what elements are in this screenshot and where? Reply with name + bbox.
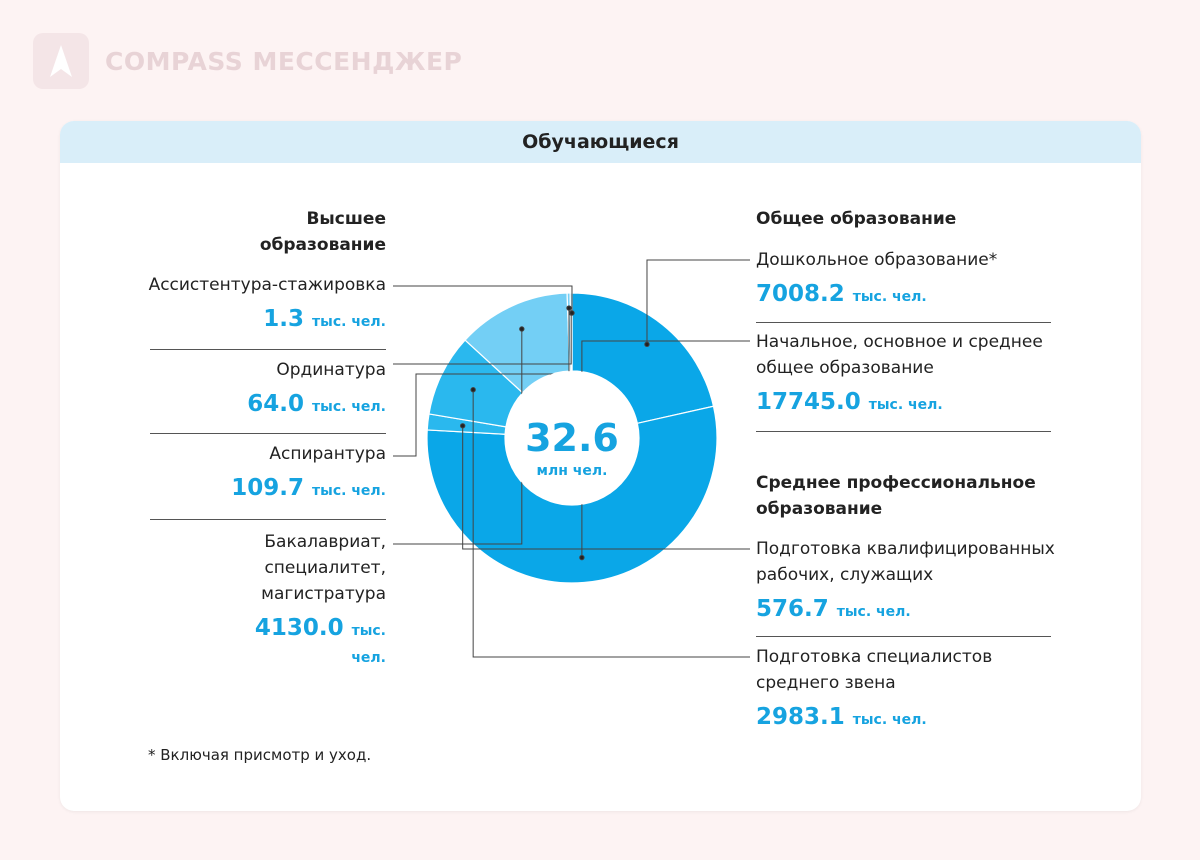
unit-label: тыс. чел. xyxy=(312,399,386,415)
data-label: 64.0 xyxy=(247,391,305,417)
slice-label: Подготовка квалифицированных рабочих, служащих xyxy=(756,539,1055,585)
leader-general-school-dot xyxy=(580,555,584,559)
data-label: 1.3 xyxy=(263,306,305,332)
leader-postgraduate-dot xyxy=(567,306,571,310)
group-heading-higher xyxy=(236,206,386,258)
data-label: 109.7 xyxy=(231,475,305,501)
slice-label: Ассистентура-стажировка xyxy=(148,275,386,295)
group-heading-vocational-text: Среднее профессиональное образование xyxy=(756,473,1036,519)
data-label: 17745.0 xyxy=(756,389,861,415)
compass-logo-icon xyxy=(33,33,89,89)
unit-label: тыс. чел. xyxy=(852,289,927,305)
data-label: 576.7 xyxy=(756,596,829,622)
unit-label: тыс. чел. xyxy=(852,712,927,728)
label-workers xyxy=(756,536,1066,625)
chart-title: Обучающиеся xyxy=(522,131,679,153)
divider xyxy=(150,519,386,520)
divider xyxy=(150,349,386,350)
group-heading-general xyxy=(756,206,956,232)
label-assistantship xyxy=(86,272,386,335)
slice-label: Аспирантура xyxy=(269,444,386,464)
slice-label: Дошкольное образование* xyxy=(756,250,998,270)
label-mid-specialists xyxy=(756,644,1016,733)
slice-label: Бакалавриат, специалитет, магистратура xyxy=(261,532,386,604)
unit-label: тыс. чел. xyxy=(312,483,386,499)
total-unit: млн чел. xyxy=(536,463,608,479)
leader-workers-dot xyxy=(460,424,464,428)
slice-label: Начальное, основное и среднее общее образование xyxy=(756,332,1043,378)
label-general-school xyxy=(756,329,1056,418)
unit-label: тыс. чел. xyxy=(836,604,911,620)
divider xyxy=(756,322,1051,323)
unit-label: тыс. чел. xyxy=(868,397,943,413)
data-label: 4130.0 xyxy=(254,615,344,641)
group-heading-general-text: Общее образование xyxy=(756,209,957,229)
total-value: 32.6 xyxy=(525,416,619,460)
brand-logo xyxy=(33,33,462,89)
chart-card xyxy=(60,121,1141,811)
leader-assistantship-dot xyxy=(570,311,574,315)
data-label: 2983.1 xyxy=(756,704,845,730)
brand-name: COMPASS МЕССЕНДЖЕР xyxy=(105,46,463,76)
footnote: * Включая присмотр и уход. xyxy=(148,746,372,764)
group-heading-vocational xyxy=(756,470,1046,522)
leader-preschool-dot xyxy=(645,342,649,346)
slice-label: Подготовка специалистов среднего звена xyxy=(756,647,993,693)
label-bachelor xyxy=(226,529,386,671)
leader-bachelor-dot xyxy=(520,327,524,331)
unit-label: тыс. чел. xyxy=(351,623,386,666)
label-postgraduate xyxy=(86,441,386,504)
data-label: 7008.2 xyxy=(756,281,845,307)
divider xyxy=(150,433,386,434)
unit-label: тыс. чел. xyxy=(312,314,386,330)
leader-mid-specialists-dot xyxy=(471,388,475,392)
divider xyxy=(756,636,1051,637)
divider xyxy=(756,431,1051,432)
group-heading-higher-text: Высшее образование xyxy=(259,209,386,255)
label-preschool xyxy=(756,247,1056,310)
slice-label: Ординатура xyxy=(276,360,386,380)
label-residency xyxy=(86,357,386,420)
